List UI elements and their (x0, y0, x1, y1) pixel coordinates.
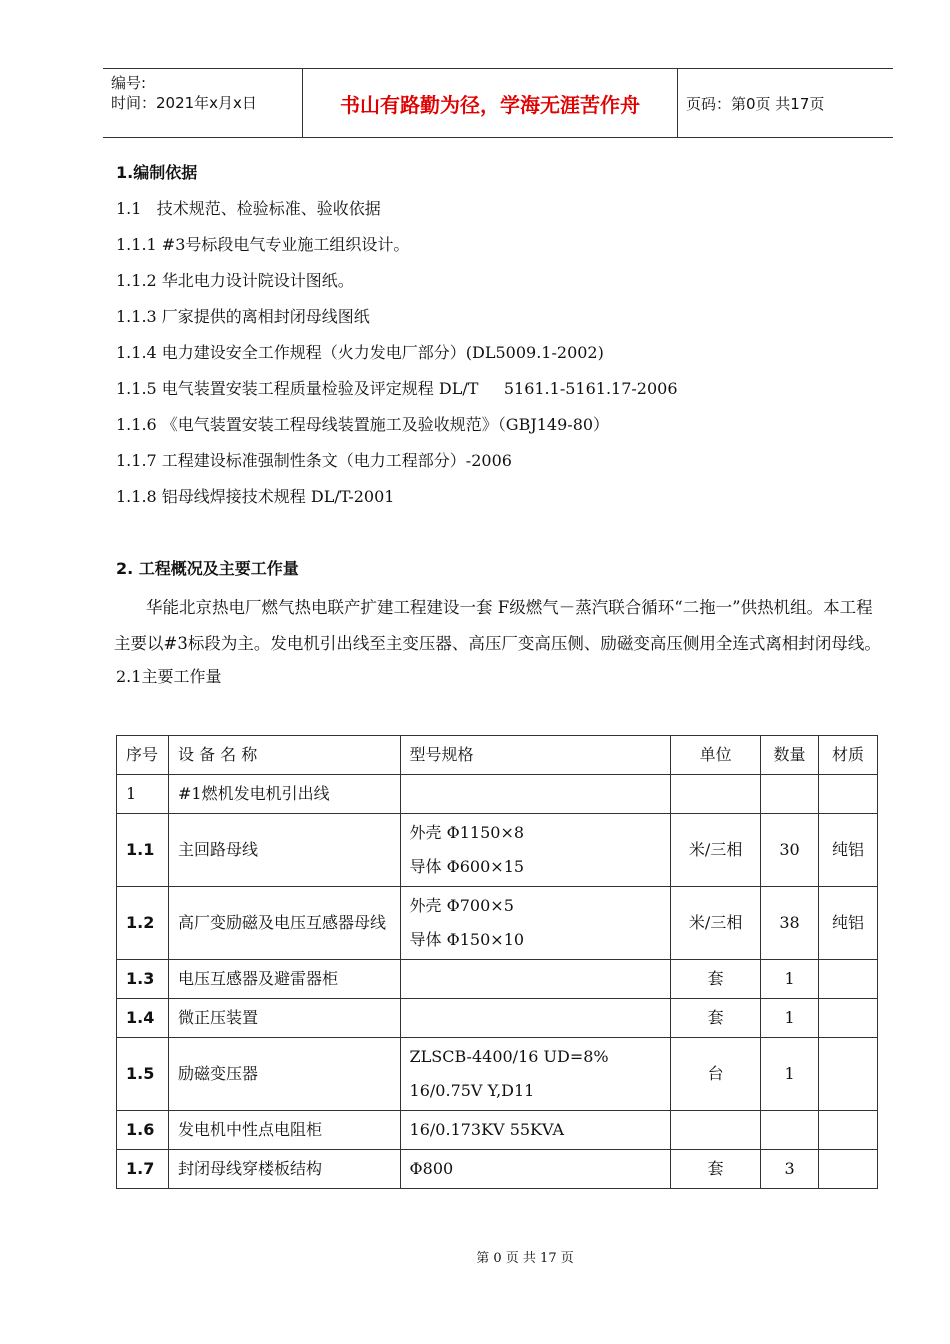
page-footer: 第 0 页 共 17 页 (476, 1251, 574, 1266)
cell-unit (671, 775, 761, 814)
cell-material: 纯铝 (819, 887, 878, 960)
header-unit: 单位 (671, 736, 761, 775)
header-material: 材质 (819, 736, 878, 775)
table-row (117, 1111, 878, 1150)
cell-material (819, 775, 878, 814)
cell-seq: 1.7 (117, 1150, 169, 1189)
cell-unit (671, 1111, 761, 1150)
cell-unit: 米/三相 (671, 814, 761, 887)
cell-seq: 1.4 (117, 999, 169, 1038)
table-row (117, 775, 878, 814)
section-1-title: 1.编制依据 (116, 163, 198, 182)
page-header (103, 68, 893, 138)
cell-model (400, 775, 671, 814)
cell-name: 高厂变励磁及电压互感器母线 (168, 887, 400, 960)
table-row (117, 1150, 878, 1189)
cell-qty: 1 (761, 999, 819, 1038)
cell-model (400, 1111, 671, 1150)
cell-unit: 台 (671, 1038, 761, 1111)
cell-qty: 3 (761, 1150, 819, 1189)
document-body (116, 158, 886, 698)
cell-seq: 1 (117, 775, 169, 814)
cell-seq: 1.1 (117, 814, 169, 887)
section-1-item: 1.1.2 华北电力设计院设计图纸。 (116, 271, 354, 290)
cell-qty (761, 775, 819, 814)
cell-name: 电压互感器及避雷器柜 (168, 960, 400, 999)
table-row (117, 1038, 878, 1111)
header-page-code: 页码：第0页 共17页 (686, 94, 825, 113)
cell-qty: 38 (761, 887, 819, 960)
cell-material (819, 1038, 878, 1111)
table-header-row (117, 736, 878, 775)
section-1-item: 1.1.4 电力建设安全工作规程（火力发电厂部分）(DL5009.1-2002) (116, 343, 604, 362)
workload-table (116, 735, 878, 1189)
cell-material (819, 960, 878, 999)
cell-qty: 1 (761, 960, 819, 999)
section-1-item: 1.1 技术规范、检验标准、验收依据 (116, 199, 381, 218)
time-label: 时间：2021年x月x日 (111, 94, 257, 112)
number-label: 编号: (111, 74, 147, 92)
header-model: 型号规格 (400, 736, 671, 775)
cell-name: 发电机中性点电阻柜 (168, 1111, 400, 1150)
header-motto: 书山有路勤为径，学海无涯苦作舟 (303, 69, 678, 137)
model-line: 16/0.173KV 55KVA (409, 1120, 565, 1139)
section-1-item: 1.1.1 #3号标段电气专业施工组织设计。 (116, 235, 410, 254)
cell-unit: 套 (671, 960, 761, 999)
cell-seq: 1.6 (117, 1111, 169, 1150)
cell-model (400, 999, 671, 1038)
cell-qty: 30 (761, 814, 819, 887)
cell-material (819, 999, 878, 1038)
model-line: 导体 Φ600×15 (409, 857, 525, 876)
cell-seq: 1.5 (117, 1038, 169, 1111)
cell-model (400, 960, 671, 999)
table-row (117, 887, 878, 960)
table-row (117, 999, 878, 1038)
model-line: ZLSCB-4400/16 UD=8% (409, 1047, 609, 1066)
cell-seq: 1.2 (117, 887, 169, 960)
cell-name: #1燃机发电机引出线 (168, 775, 400, 814)
section-1-item: 1.1.5 电气装置安装工程质量检验及评定规程 DL/T 5161.1-5161.17-2006 (116, 379, 678, 398)
table-row (117, 960, 878, 999)
section-1-item: 1.1.6 《电气装置安装工程母线装置施工及验收规范》（GBJ149-80） (116, 415, 610, 434)
cell-unit: 套 (671, 999, 761, 1038)
table-row (117, 814, 878, 887)
header-seq: 序号 (117, 736, 169, 775)
cell-model (400, 1150, 671, 1189)
cell-name: 封闭母线穿楼板结构 (168, 1150, 400, 1189)
section-2-title: 2. 工程概况及主要工作量 (116, 559, 299, 578)
model-line: 导体 Φ150×10 (409, 930, 525, 949)
section-2-paragraph: 华能北京热电厂燃气热电联产扩建工程建设一套 F级燃气－蒸汽联合循环“二拖一”供热机组。本工程主要以#3标段为主。发电机引出线至主变压器、高压厂变高压侧、励磁变高压侧用全连式离相封闭母线。 (114, 598, 881, 653)
model-line: 外壳 Φ1150×8 (409, 823, 525, 842)
cell-qty (761, 1111, 819, 1150)
model-line: 16/0.75V Y,D11 (409, 1081, 535, 1100)
section-1-item: 1.1.8 铝母线焊接技术规程 DL/T-2001 (116, 487, 395, 506)
model-line: Φ800 (409, 1159, 454, 1178)
cell-seq: 1.3 (117, 960, 169, 999)
cell-name: 励磁变压器 (168, 1038, 400, 1111)
section-1-item: 1.1.7 工程建设标准强制性条文（电力工程部分）-2006 (116, 451, 512, 470)
cell-unit: 套 (671, 1150, 761, 1189)
cell-model (400, 814, 671, 887)
header-name: 设 备 名 称 (168, 736, 400, 775)
cell-name: 微正压装置 (168, 999, 400, 1038)
cell-unit: 米/三相 (671, 887, 761, 960)
section-1-item: 1.1.3 厂家提供的离相封闭母线图纸 (116, 307, 370, 326)
cell-qty: 1 (761, 1038, 819, 1111)
cell-name: 主回路母线 (168, 814, 400, 887)
model-line: 外壳 Φ700×5 (409, 896, 514, 915)
section-2-subtitle: 2.1主要工作量 (116, 667, 222, 686)
cell-material (819, 1150, 878, 1189)
cell-material (819, 1111, 878, 1150)
cell-model (400, 1038, 671, 1111)
cell-material: 纯铝 (819, 814, 878, 887)
header-meta (103, 69, 303, 137)
header-qty: 数量 (761, 736, 819, 775)
cell-model (400, 887, 671, 960)
